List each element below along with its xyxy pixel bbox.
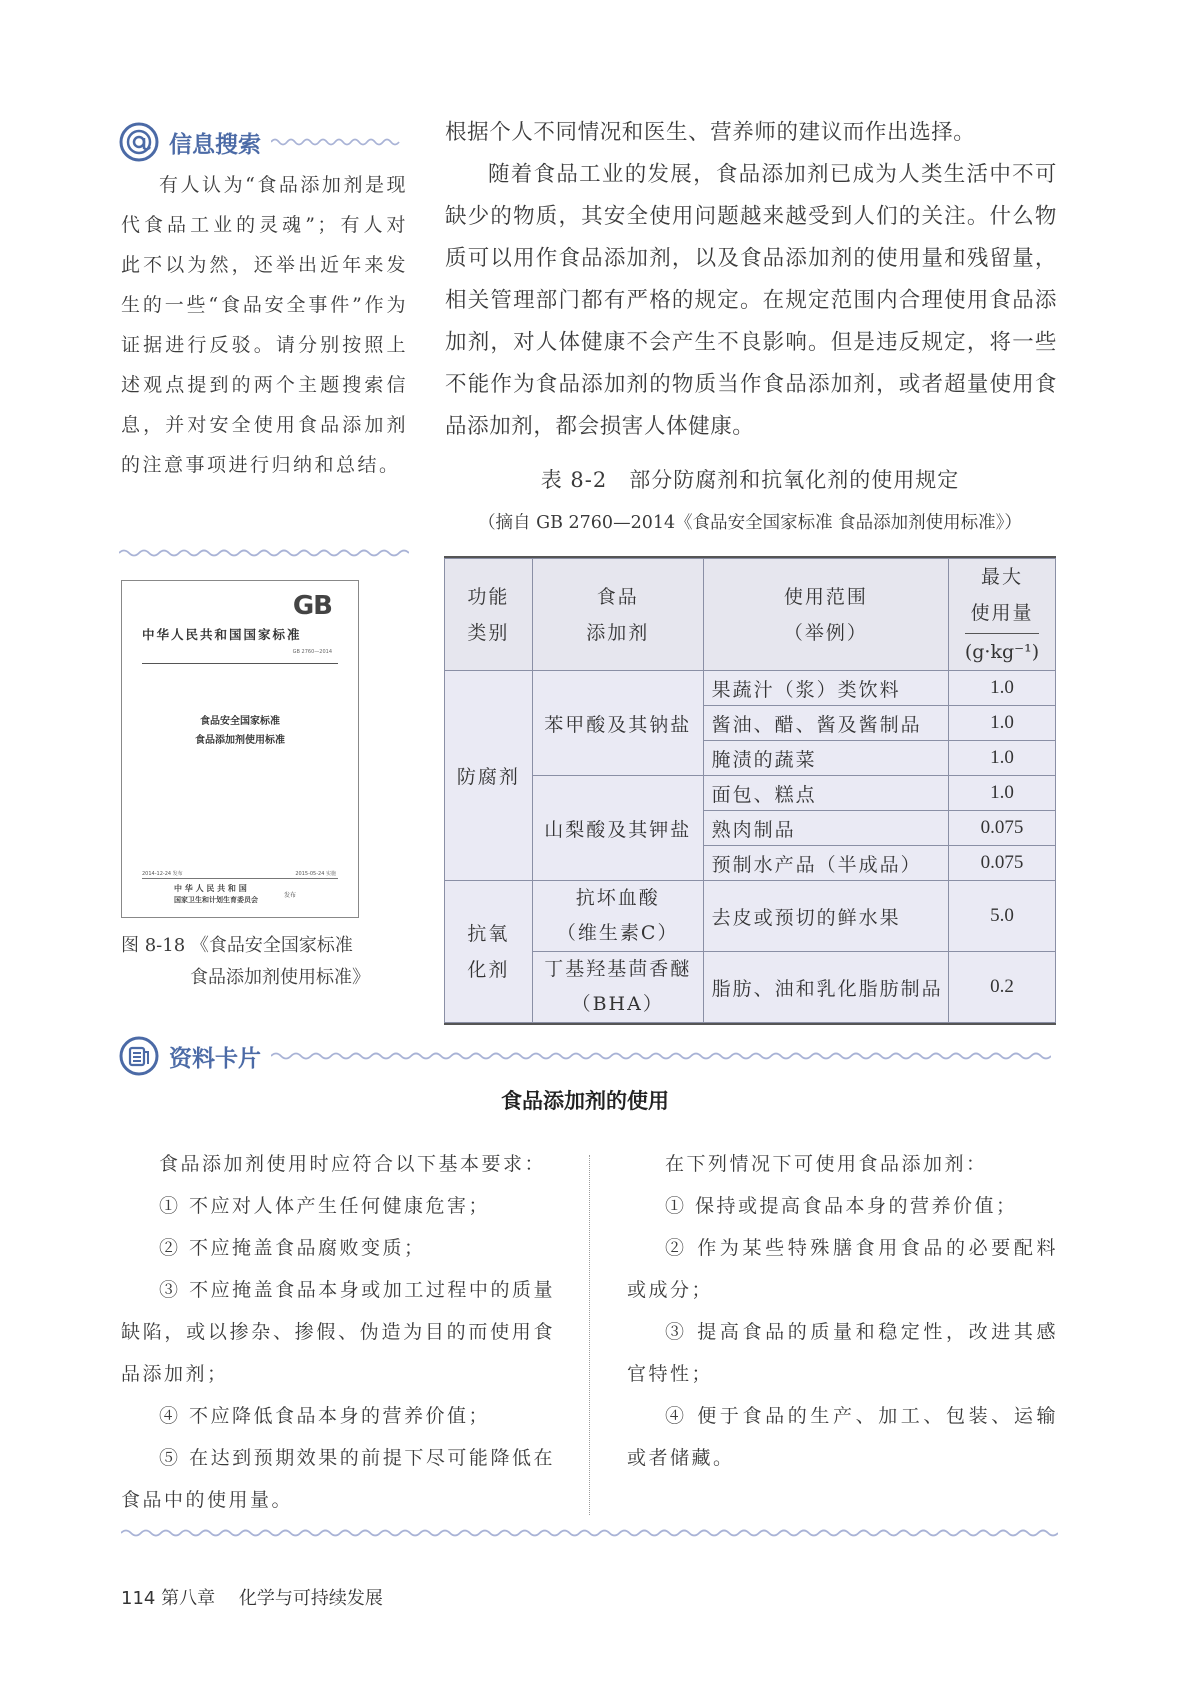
scope-cell: 果蔬汁（浆）类饮料 [703, 671, 948, 706]
figure-caption-line2: 食品添加剂使用标准》 [190, 967, 370, 988]
card-right-item: 在下列情况下可使用食品添加剂： [665, 1153, 988, 1175]
cover-issuer-suffix: 发布 [284, 892, 297, 899]
info-search-header [119, 122, 409, 162]
card-left-item: 食品添加剂使用时应符合以下基本要求： [159, 1153, 547, 1175]
data-card-header [119, 1036, 1059, 1076]
table-row [445, 776, 1056, 811]
group-antioxidant: 抗氧 化剂 [445, 881, 533, 1023]
additive-benzoic: 苯甲酸及其钠盐 [532, 671, 703, 776]
scope-cell: 去皮或预切的鲜水果 [703, 881, 948, 952]
additive-sorbic: 山梨酸及其钾盐 [532, 776, 703, 881]
header-max-usage: 最大 使用量 (g·kg⁻¹) [949, 559, 1056, 671]
card-left-item: ⑤ 在达到预期效果的前提下尽可能降低在食品中的使用量。 [121, 1447, 555, 1511]
table-row [445, 881, 1056, 952]
gb-logo: GB [292, 591, 332, 621]
card-left-item: ③ 不应掩盖食品本身或加工过程中的质量缺陷，或以掺杂、掺假、伪造为目的而使用食品添加剂； [121, 1279, 555, 1385]
column-separator [589, 1155, 590, 1515]
card-right-item: ④ 便于食品的生产、加工、包装、运输或者储藏。 [627, 1405, 1058, 1469]
header-category: 功能 类别 [445, 559, 533, 671]
cover-date-right: 2015-05-24 实施 [295, 871, 336, 877]
card-right-item: ① 保持或提高食品本身的营养价值； [665, 1195, 1018, 1217]
cover-bottom-rule [142, 878, 338, 879]
max-cell: 0.075 [949, 846, 1056, 881]
header-unit: (g·kg⁻¹) [965, 633, 1039, 670]
max-cell: 0.075 [949, 811, 1056, 846]
max-cell: 1.0 [949, 741, 1056, 776]
main-paragraph-1: 根据个人不同情况和医生、营养师的建议而作出选择。 [445, 120, 976, 145]
page-footer [121, 1584, 383, 1610]
standard-cover-image [121, 580, 359, 918]
cover-issuer-line2: 国家卫生和计划生育委员会 [174, 895, 258, 904]
max-cell: 1.0 [949, 706, 1056, 741]
cover-code: GB 2760—2014 [292, 649, 332, 655]
data-card-left-column [121, 1143, 555, 1521]
max-cell: 0.2 [949, 952, 1056, 1023]
main-paragraph-2: 随着食品工业的发展，食品添加剂已成为人类生活中不可缺少的物质，其安全使用问题越来越受到人们的关注。什么物质可以用作食品添加剂，以及食品添加剂的使用量和残留量，相关管理部门都有严格的规定。在规定范围内合理使用食品添加剂，对人体健康不会产生不良影响。但是违反规定，将一些不能作为食品添加剂的物质当作食品添加剂，或者超量使用食品添加剂，都会损害人体健康。 [445, 162, 1057, 439]
cover-issuer-line1: 中 华 人 民 共 和 国 [174, 883, 247, 893]
scope-cell: 预制水产品（半成品） [703, 846, 948, 881]
wave-divider [271, 136, 401, 148]
document-lines-icon [119, 1036, 159, 1076]
cover-title-line2: 食品添加剂使用标准 [195, 735, 285, 746]
scope-cell: 熟肉制品 [703, 811, 948, 846]
max-cell: 5.0 [949, 881, 1056, 952]
max-cell: 1.0 [949, 776, 1056, 811]
table-title: 表 8-2 部分防腐剂和抗氧化剂的使用规定 [540, 468, 960, 492]
cover-header: 中华人民共和国国家标准 [142, 627, 302, 642]
scope-cell: 脂肪、油和乳化脂肪制品 [703, 952, 948, 1023]
figure-caption-line1: 图 8-18 《食品安全国家标准 [121, 935, 353, 956]
rules-table [444, 558, 1056, 1023]
at-sign-icon [119, 122, 159, 162]
header-scope: 使用范围 （举例） [703, 559, 948, 671]
table-header-row [445, 559, 1056, 671]
group-preservative: 防腐剂 [445, 671, 533, 881]
cover-rule [142, 663, 338, 664]
wave-divider [119, 547, 409, 559]
chapter-title: 第八章 化学与可持续发展 [161, 1588, 383, 1609]
additive-ascorbic: 抗坏血酸 （维生素C） [532, 881, 703, 952]
table-row [445, 952, 1056, 1023]
data-card-title: 食品添加剂的使用 [501, 1089, 669, 1113]
card-left-item: ① 不应对人体产生任何健康危害； [159, 1195, 491, 1217]
scope-cell: 酱油、醋、酱及酱制品 [703, 706, 948, 741]
additive-bha: 丁基羟基茴香醚 （BHA） [532, 952, 703, 1023]
info-search-title: 信息搜索 [169, 131, 261, 158]
card-left-item: ② 不应掩盖食品腐败变质； [159, 1237, 426, 1259]
scope-cell: 面包、糕点 [703, 776, 948, 811]
header-additive: 食品 添加剂 [532, 559, 703, 671]
data-card-right-column [627, 1143, 1058, 1479]
rules-table-wrap [444, 556, 1056, 1025]
cover-title-line1: 食品安全国家标准 [200, 716, 280, 727]
table-row [445, 671, 1056, 706]
card-right-item: ③ 提高食品的质量和稳定性，改进其感官特性； [627, 1321, 1058, 1385]
data-card-label: 资料卡片 [169, 1045, 261, 1072]
max-cell: 1.0 [949, 671, 1056, 706]
wave-divider [271, 1050, 1051, 1062]
main-text [445, 112, 1057, 448]
card-right-item: ② 作为某些特殊膳食用食品的必要配料或成分； [627, 1237, 1058, 1301]
wave-divider [121, 1527, 1058, 1539]
page-number: 114 [121, 1588, 156, 1609]
card-left-item: ④ 不应降低食品本身的营养价值； [159, 1405, 491, 1427]
scope-cell: 腌渍的蔬菜 [703, 741, 948, 776]
cover-date-left: 2014-12-24 发布 [142, 871, 183, 877]
info-search-paragraph: 有人认为“食品添加剂是现代食品工业的灵魂”；有人对此不以为然，还举出近年来发生的一些“食品安全事件”作为证据进行反驳。请分别按照上述观点提到的两个主题搜索信息，并对安全使用食品添加剂的注意事项进行归纳和总结。 [121, 174, 408, 476]
table-subtitle: （摘自 GB 2760—2014《食品安全国家标准 食品添加剂使用标准》） [478, 513, 1022, 533]
